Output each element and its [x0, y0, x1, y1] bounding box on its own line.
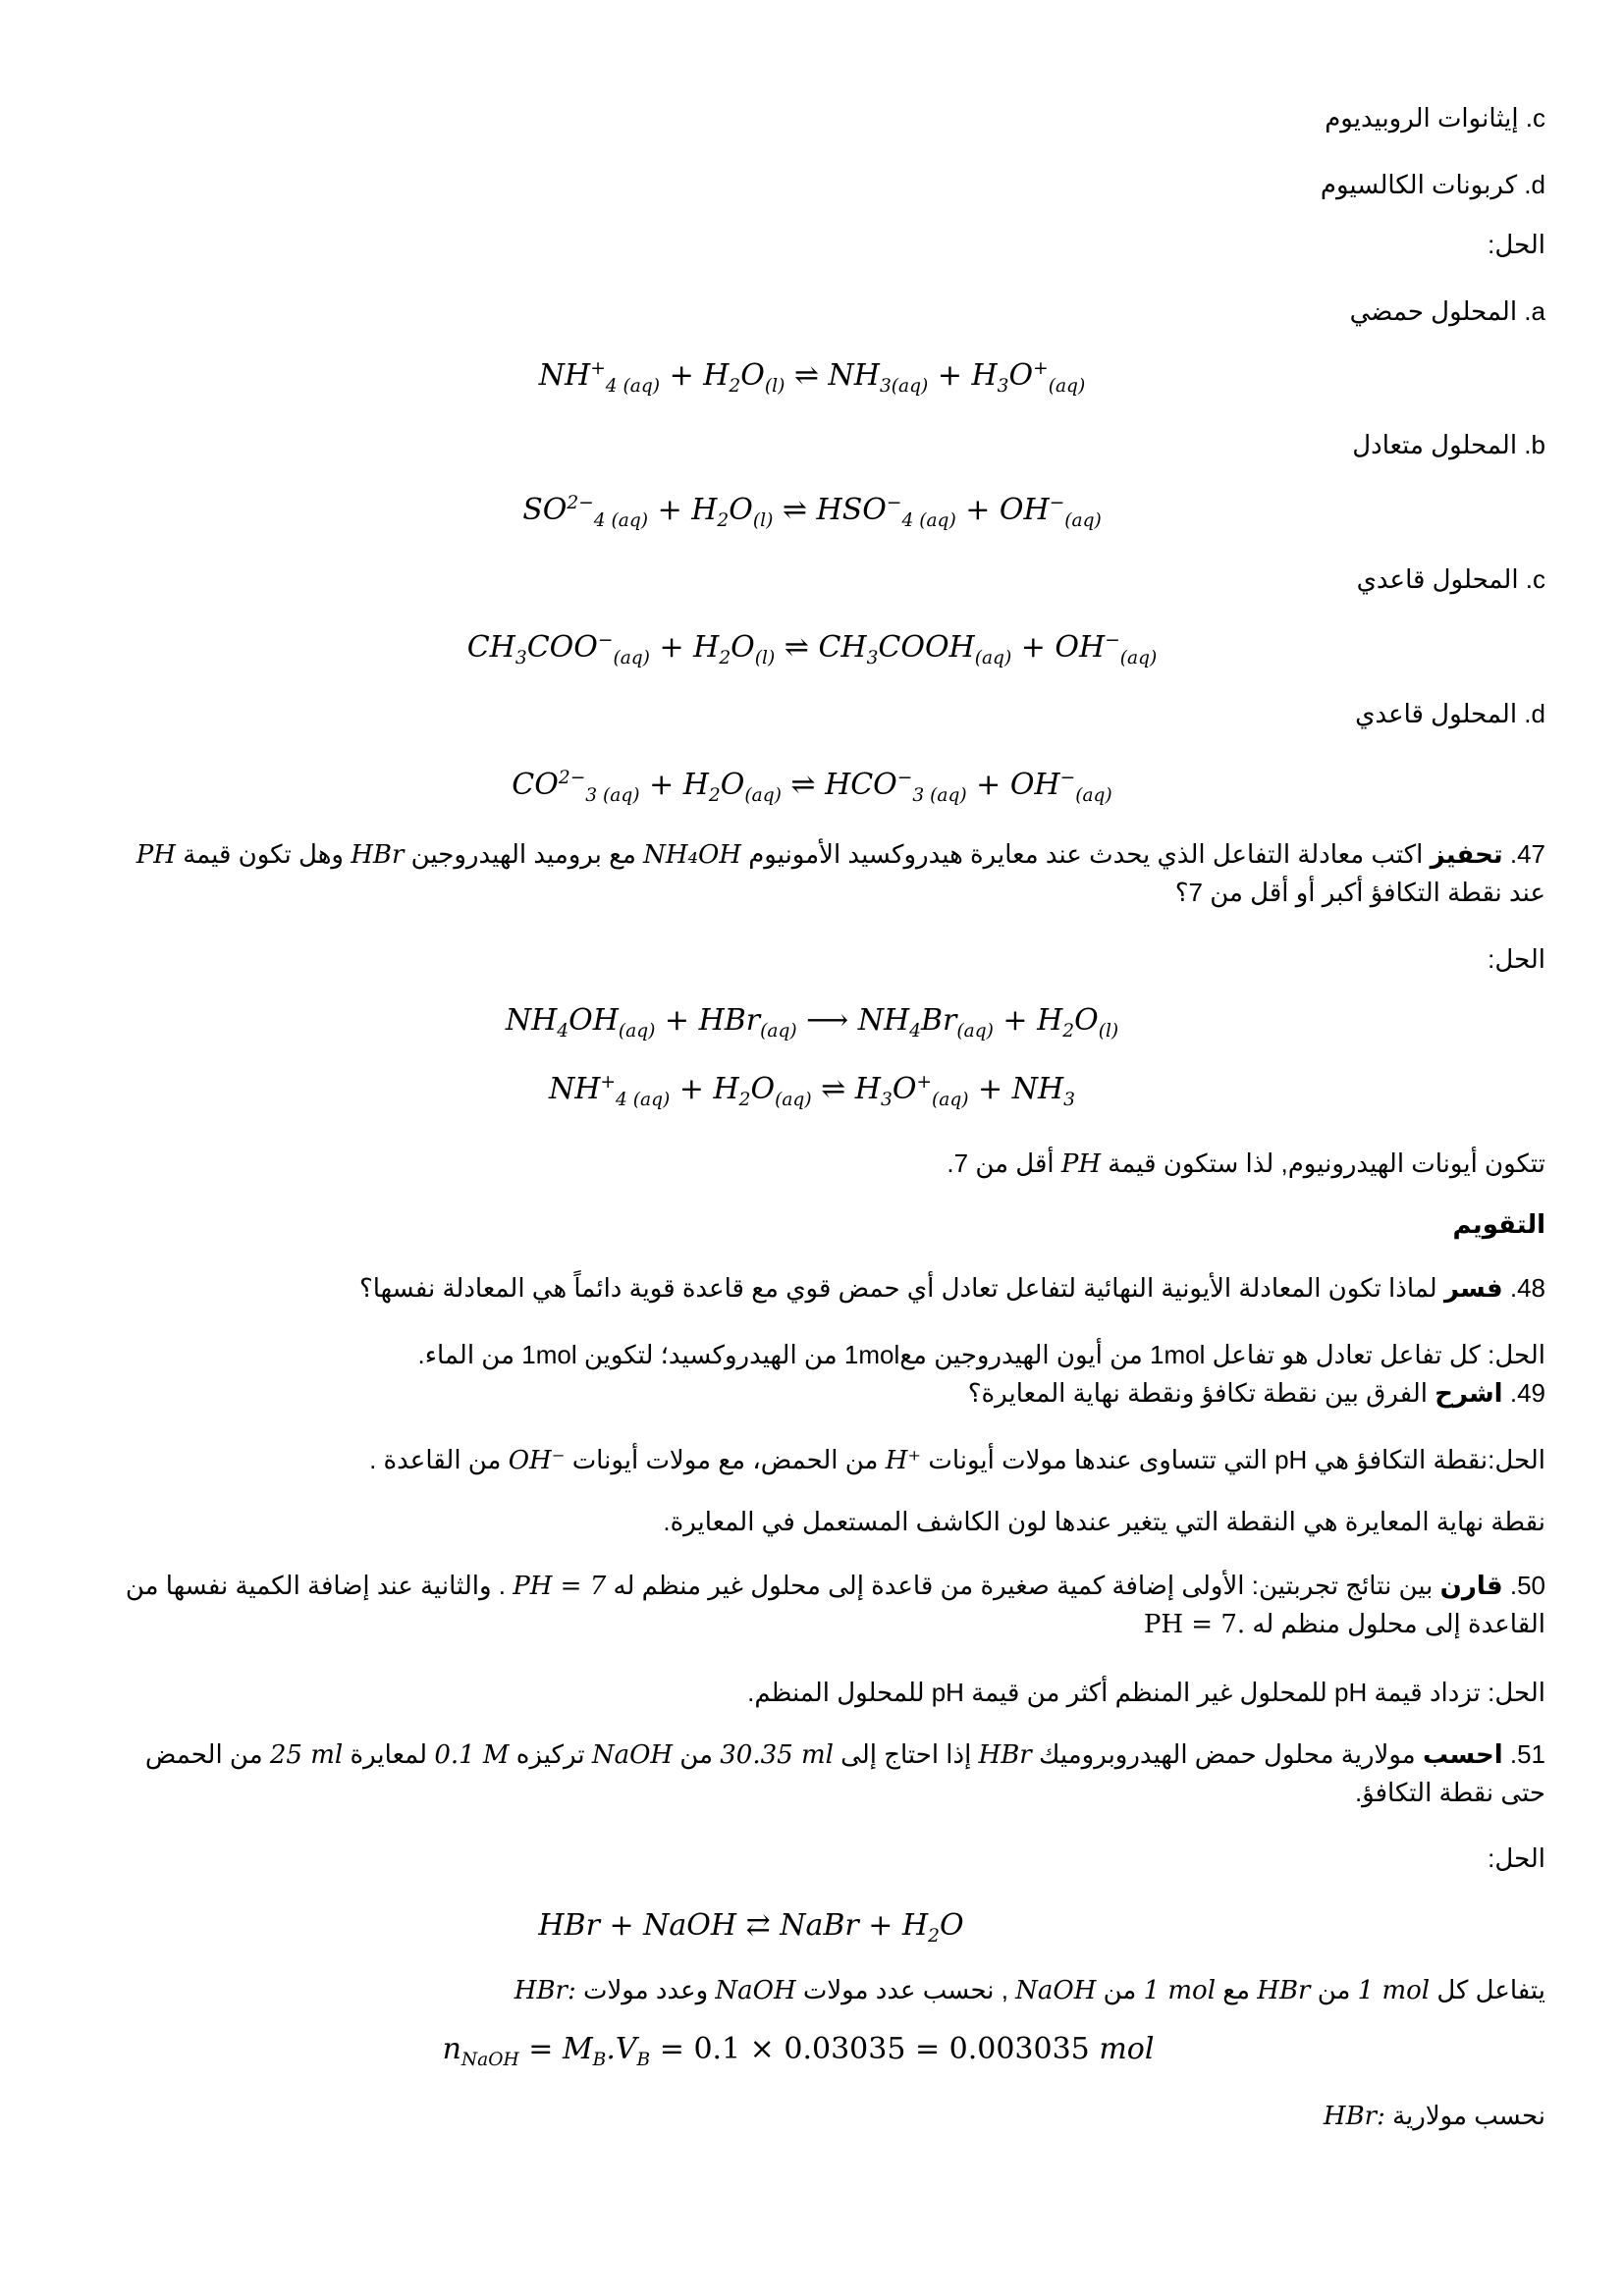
math-nh4oh: NH₄OH — [643, 840, 741, 870]
equation-sulfate-hydrolysis: $SO^{2-}_{4 (aq)} + H_2O_{(l)}$ ⇌ $HSO^-_{4 (aq)} + OH^-_{(aq)}$ — [522, 493, 1102, 531]
equation-hbr-naoh: HBr + NaOH ⇄ NaBr + $H_2O$ — [538, 1908, 964, 1947]
question-50: 50. قارن بين نتائج تجربتين: الأولى إضافة كمية صغيرة من قاعدة إلى محلول غير منظم له PH = 7 . والثانية عند إضافة الكمية نفسها من القاعدة إلى محلول منظم له PH = 7. — [125, 1571, 1545, 1639]
equation-carbonate-hydrolysis: $CO^{2-}_{3 (aq)} + H_2O_{(aq)}$ ⇌ $HCO^-_{3 (aq)} + OH^-_{(aq)}$ — [512, 768, 1112, 806]
equation-moles-naoh: $n_{NaOH} = M_B.V_B = 0.1 \times 0.03035 = 0.003035$ mol — [442, 2032, 1155, 2070]
math-h-plus: H⁺ — [885, 1446, 922, 1475]
math-volume-naoh: 30.35 ml — [720, 1740, 834, 1770]
math-hbr: HBr: — [514, 1976, 576, 2005]
math-hbr: HBr — [351, 840, 405, 870]
answer-c-basic: c. المحلول قاعدي — [1356, 564, 1545, 594]
math-ph-equals-7: PH = 7. — [1143, 1610, 1246, 1639]
math-one-mol: 1 mol — [1357, 1976, 1431, 2005]
answer-a-acidic: a. المحلول حمضي — [1349, 296, 1545, 326]
question-number: 51. — [1509, 1739, 1545, 1769]
question-number: 49. — [1509, 1378, 1545, 1408]
question-number: 47. — [1509, 839, 1545, 869]
question-49: 49. اشرح الفرق بين نقطة تكافؤ ونقطة نهاية المعايرة؟ — [967, 1378, 1545, 1408]
equation-titration-nh4oh-hbr: $NH_4OH_{(aq)} + HBr_{(aq)}$ ⟶ $NH_4Br_{(aq)} + H_2O_{(l)}$ — [505, 1003, 1119, 1041]
reasoning-51: يتفاعل كل 1 mol من HBr مع 1 mol من NaOH , نحسب عدد مولات NaOH وعدد مولات HBr: — [514, 1975, 1545, 2005]
equation-ammonium-hydrolysis: $NH^+_{4 (aq)} + H_2O_{(l)}$ ⇌ $NH_{3(aq)} + H_3O^+_{(aq)}$ — [538, 358, 1086, 397]
section-heading-evaluation: التقويم — [1452, 1209, 1545, 1239]
question-47: 47. تحفيز اكتب معادلة التفاعل الذي يحدث عند معايرة هيدروكسيد الأمونيوم NH₄OH مع بروميد الهيدروجين HBr وهل تكون قيمة PH عند نقطة التكافؤ أكبر أو أقل من 7؟ — [135, 839, 1545, 907]
question-keyword: تحفيز — [1430, 839, 1503, 869]
question-keyword: فسر — [1443, 1273, 1503, 1303]
question-48: 48. فسر لماذا تكون المعادلة الأيونية النهائية لتفاعل تعادل أي حمض قوي مع قاعدة قوية دائماً هي المعادلة نفسها؟ — [358, 1273, 1545, 1303]
question-51: 51. احسب مولارية محلول حمض الهيدروبروميك HBr إذا احتاج إلى 30.35 ml من NaOH تركيزه 0.1 M لمعايرة 25 ml من الحمض حتى نقطة التكافؤ. — [144, 1739, 1545, 1807]
math-naoh: NaOH — [715, 1976, 796, 2005]
math-naoh: NaOH — [1015, 1976, 1097, 2005]
question-keyword: قارن — [1439, 1571, 1503, 1600]
math-ph: PH — [135, 840, 176, 870]
solution-label: الحل: — [1488, 230, 1545, 259]
math-naoh: NaOH — [591, 1740, 674, 1770]
answer-b-neutral: b. المحلول متعادل — [1352, 430, 1545, 459]
answer-49: الحل:نقطة التكافؤ هي pH التي تتساوى عندها مولات أيونات H⁺ من الحمض، مع مولات أيونات OH⁻ من القاعدة . — [369, 1445, 1545, 1475]
conclusion-47: تتكون أيونات الهيدرونيوم, لذا ستكون قيمة PH أقل من 7. — [947, 1148, 1545, 1179]
question-number: 50. — [1509, 1571, 1545, 1600]
math-hbr: HBr — [978, 1740, 1032, 1770]
math-concentration: 0.1 M — [434, 1740, 510, 1770]
equation-ammonium-water: $NH^+_{4 (aq)} + H_2O_{(aq)}$ ⇌ $H_3O^+_{(aq)} + NH_3$ — [549, 1072, 1075, 1110]
math-volume-acid: 25 ml — [269, 1740, 344, 1770]
item-c-rubidium-ethanoate: c. إيثانوات الروبيديوم — [1325, 103, 1545, 133]
molarity-hbr-line: نحسب مولارية HBr: — [1323, 2101, 1545, 2131]
question-keyword: احسب — [1422, 1739, 1503, 1769]
solution-label: الحل: — [1488, 944, 1545, 974]
answer-d-basic: d. المحلول قاعدي — [1355, 699, 1545, 728]
math-ph-equals-7: PH = 7 — [513, 1572, 607, 1601]
math-ph: PH — [1060, 1149, 1102, 1179]
item-d-calcium-carbonate: d. كربونات الكالسيوم — [1320, 170, 1545, 199]
math-oh-minus: OH⁻ — [508, 1446, 566, 1475]
question-number: 48. — [1509, 1273, 1545, 1303]
math-one-mol: 1 mol — [1143, 1976, 1217, 2005]
question-keyword: اشرح — [1435, 1378, 1503, 1408]
equation-acetate-hydrolysis: $CH_3COO^-_{(aq)} + H_2O_{(l)}$ ⇌ $CH_3COOH_{(aq)} + OH^-_{(aq)}$ — [466, 630, 1158, 668]
math-hbr: HBr: — [1323, 2102, 1385, 2131]
solution-label: الحل: — [1488, 1843, 1545, 1873]
answer-49-endpoint: نقطة نهاية المعايرة هي النقطة التي يتغير عندها لون الكاشف المستعمل في المعايرة. — [663, 1507, 1545, 1536]
math-hbr: HBr — [1257, 1976, 1311, 2005]
answer-48: الحل: كل تفاعل تعادل هو تفاعل 1mol من أيون الهيدروجين مع1mol من الهيدروكسيد؛ لتكوين 1mol من الماء. — [417, 1340, 1545, 1369]
answer-50: الحل: تزداد قيمة pH للمحلول غير المنظم أكثر من قيمة pH للمحلول المنظم. — [747, 1678, 1545, 1707]
